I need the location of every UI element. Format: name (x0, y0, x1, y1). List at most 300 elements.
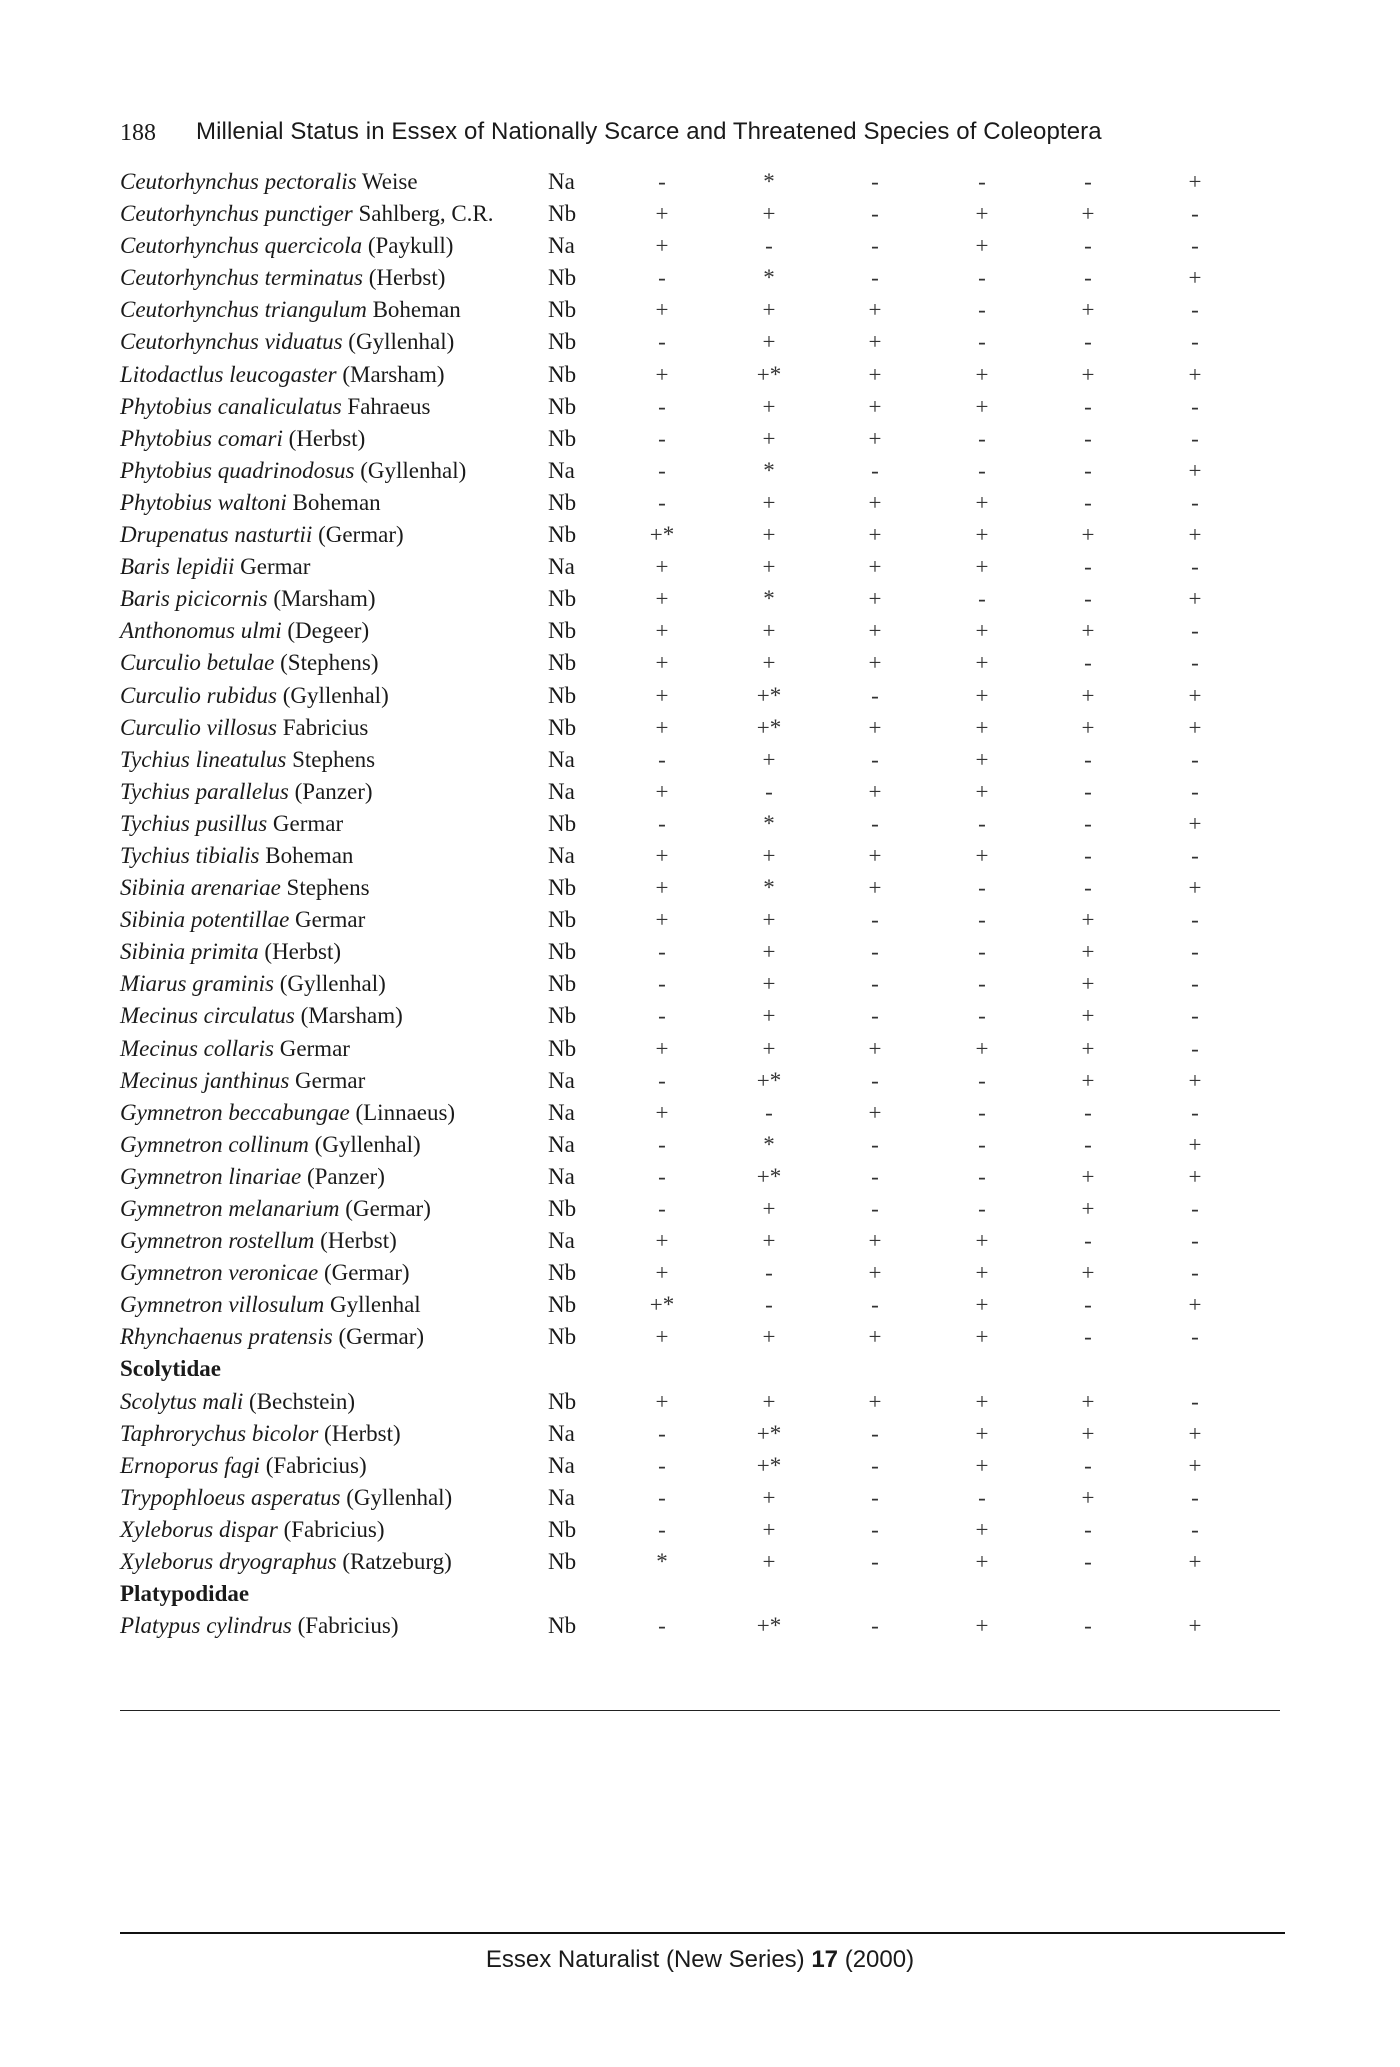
record-cell: - (1191, 201, 1199, 227)
species-name (120, 712, 368, 744)
status-code: Nb (548, 1260, 577, 1286)
record-cell: - (871, 1452, 879, 1478)
record-cell: +* (756, 1613, 782, 1639)
species-authority: Weise (356, 169, 418, 194)
record-cell: + (1081, 714, 1095, 740)
record-cell: + (868, 618, 882, 644)
record-cell: - (1191, 329, 1199, 355)
table-row (120, 1546, 1220, 1578)
species-name (120, 1161, 385, 1193)
status-code: Nb (548, 1035, 577, 1061)
record-cell: + (655, 586, 669, 612)
table-row (120, 1514, 1220, 1546)
record-cell: - (1084, 1613, 1092, 1639)
record-cell: + (1188, 1420, 1202, 1446)
species-binomial: Xyleborus dispar (120, 1516, 278, 1542)
record-cell: * (763, 586, 775, 612)
species-authority: (Fabricius) (259, 1452, 367, 1478)
record-cell: + (1188, 682, 1202, 708)
species-name (120, 1610, 399, 1642)
status-code: Nb (548, 971, 577, 997)
record-cell: - (658, 971, 666, 997)
status-code: Na (548, 746, 575, 772)
record-cell: + (762, 297, 776, 323)
record-cell: + (762, 650, 776, 676)
record-cell: + (1081, 907, 1095, 933)
record-cell: + (868, 554, 882, 580)
record-cell: - (871, 1484, 879, 1510)
species-authority: Germar (273, 1035, 350, 1061)
record-cell: - (871, 1292, 879, 1318)
record-cell: - (871, 1131, 879, 1157)
record-cell: - (658, 169, 666, 194)
record-cell: + (762, 1324, 776, 1350)
status-code: Na (548, 1228, 575, 1254)
species-name (120, 615, 369, 647)
table-row (120, 776, 1220, 808)
table-row (120, 1289, 1220, 1321)
record-cell: - (1084, 875, 1092, 901)
species-authority: (Marsham) (294, 1003, 403, 1029)
species-name (120, 359, 445, 391)
record-cell: + (1081, 1196, 1095, 1221)
record-cell: + (762, 939, 776, 965)
record-cell: + (975, 618, 989, 644)
species-name (120, 680, 389, 712)
record-cell: - (1191, 907, 1199, 933)
record-cell: - (978, 1484, 986, 1510)
record-cell: - (658, 1003, 666, 1029)
record-cell: * (763, 810, 775, 836)
species-binomial: Gymnetron beccabungae (120, 1099, 350, 1125)
record-cell: + (868, 522, 882, 548)
species-binomial: Tychius lineatulus (120, 746, 287, 772)
species-authority: (Panzer) (288, 778, 373, 804)
record-cell: + (868, 778, 882, 804)
record-cell: + (1081, 1420, 1095, 1446)
record-cell: - (658, 457, 666, 483)
record-cell: + (762, 618, 776, 644)
record-cell: + (975, 1035, 989, 1061)
record-cell: + (655, 1324, 669, 1350)
record-cell: + (975, 1324, 989, 1350)
record-cell: - (1084, 393, 1092, 419)
record-cell: + (975, 1228, 989, 1254)
record-cell: - (1191, 297, 1199, 323)
record-cell: + (1188, 586, 1202, 612)
species-authority: (Herbst) (362, 265, 446, 291)
species-authority: (Gyllenhal) (340, 1484, 453, 1510)
species-authority: (Gyllenhal) (354, 457, 467, 483)
record-cell: + (655, 618, 669, 644)
species-name (120, 1386, 355, 1418)
record-cell: - (1191, 1260, 1199, 1286)
table-row (120, 1257, 1220, 1289)
record-cell: + (868, 714, 882, 740)
record-cell: - (1084, 554, 1092, 580)
record-cell: - (1084, 1228, 1092, 1254)
record-cell: - (658, 1163, 666, 1189)
record-cell: - (1191, 554, 1199, 580)
species-authority: (Gyllenhal) (342, 329, 455, 355)
record-cell: + (975, 233, 989, 259)
record-cell: + (762, 746, 776, 772)
table-row (120, 326, 1220, 358)
record-cell: + (762, 1003, 776, 1029)
record-cell: - (765, 778, 773, 804)
record-cell: + (762, 329, 776, 355)
record-cell: - (765, 233, 773, 259)
species-binomial: Phytobius comari (120, 425, 283, 451)
record-cell: - (1084, 1516, 1092, 1542)
record-cell: + (975, 1388, 989, 1414)
species-name (120, 1225, 397, 1257)
record-cell: + (1188, 1131, 1202, 1157)
record-cell: - (1191, 778, 1199, 804)
record-cell: + (975, 554, 989, 580)
species-name (120, 840, 353, 872)
record-cell: + (655, 1035, 669, 1061)
species-authority: (Linnaeus) (349, 1099, 456, 1125)
table-row (120, 551, 1220, 583)
table-row (120, 840, 1220, 872)
status-code: Nb (548, 907, 577, 933)
species-name (120, 1000, 403, 1032)
species-authority: (Germar) (318, 1260, 410, 1286)
record-cell: - (658, 810, 666, 836)
status-code: Na (548, 1067, 575, 1093)
species-authority: (Stephens) (274, 650, 379, 676)
table-row (120, 808, 1220, 840)
species-binomial: Baris lepidii (120, 554, 235, 580)
species-binomial: Platypus cylindrus (120, 1613, 292, 1639)
record-cell: - (871, 1420, 879, 1446)
species-authority: (Marsham) (267, 586, 376, 612)
species-binomial: Phytobius canaliculatus (120, 393, 342, 419)
species-authority: (Germar) (339, 1196, 431, 1221)
status-code: Nb (548, 586, 577, 612)
species-binomial: Gymnetron collinum (120, 1131, 309, 1157)
record-cell: - (1084, 1099, 1092, 1125)
species-binomial: Mecinus circulatus (120, 1003, 295, 1029)
record-cell: + (975, 393, 989, 419)
table-row (120, 455, 1220, 487)
record-cell: + (868, 1099, 882, 1125)
table-row (120, 680, 1220, 712)
record-cell: * (763, 457, 775, 483)
table-row (120, 583, 1220, 615)
record-cell: + (1188, 875, 1202, 901)
record-cell: + (655, 1260, 669, 1286)
table-row (120, 198, 1220, 230)
record-cell: + (1081, 1484, 1095, 1510)
record-cell: + (1081, 361, 1095, 387)
species-name (120, 1321, 424, 1353)
record-cell: - (1084, 1324, 1092, 1350)
record-cell: + (1188, 810, 1202, 836)
record-cell: - (978, 875, 986, 901)
running-head (120, 118, 1210, 154)
species-name (120, 294, 461, 326)
table-row (120, 391, 1220, 423)
table-row (120, 968, 1220, 1000)
record-cell: - (658, 1452, 666, 1478)
status-code: Nb (548, 810, 577, 836)
species-binomial: Scolytus mali (120, 1388, 244, 1414)
species-binomial: Rhynchaenus pratensis (120, 1324, 333, 1350)
running-title: Millenial Status in Essex of Nationally Scarce and Threatened Species of Coleoptera (196, 118, 1102, 145)
record-cell: - (658, 265, 666, 291)
table-row (120, 294, 1220, 326)
species-name (120, 1482, 452, 1514)
species-binomial: Mecinus janthinus (120, 1067, 290, 1093)
record-cell: - (978, 1003, 986, 1029)
species-authority: (Gyllenhal) (276, 682, 389, 708)
table-row (120, 423, 1220, 455)
record-cell: + (762, 1549, 776, 1575)
species-name (120, 455, 466, 487)
footer (0, 1946, 1400, 1974)
status-code: Nb (548, 714, 577, 740)
record-cell: + (868, 425, 882, 451)
species-table (120, 166, 1220, 1642)
species-name (120, 936, 341, 968)
species-authority: (Panzer) (301, 1163, 385, 1189)
record-cell: + (1081, 618, 1095, 644)
record-cell: + (1188, 522, 1202, 548)
record-cell: - (978, 265, 986, 291)
species-authority: (Degeer) (281, 618, 370, 644)
record-cell: + (762, 1035, 776, 1061)
record-cell: - (978, 169, 986, 194)
record-cell: +* (756, 1420, 782, 1446)
record-cell: - (658, 939, 666, 965)
species-binomial: Ceutorhynchus triangulum (120, 297, 367, 323)
record-cell: - (658, 1067, 666, 1093)
record-cell: + (868, 875, 882, 901)
table-row (120, 1610, 1220, 1642)
record-cell: - (1191, 1228, 1199, 1254)
record-cell: + (655, 233, 669, 259)
table-row (120, 1097, 1220, 1129)
species-binomial: Ceutorhynchus viduatus (120, 329, 343, 355)
table-row (120, 359, 1220, 391)
species-binomial: Tychius tibialis (120, 842, 260, 868)
table-row (120, 1161, 1220, 1193)
table-row (120, 872, 1220, 904)
record-cell: + (762, 1388, 776, 1414)
table-row (120, 1000, 1220, 1032)
record-cell: + (1081, 201, 1095, 227)
record-cell: + (762, 554, 776, 580)
record-cell: + (655, 842, 669, 868)
status-code: Nb (548, 425, 577, 451)
record-cell: - (658, 746, 666, 772)
species-authority: (Gyllenhal) (274, 971, 386, 997)
record-cell: + (975, 714, 989, 740)
table-row (120, 1129, 1220, 1161)
record-cell: + (1188, 265, 1202, 291)
species-binomial: Baris picicornis (120, 586, 268, 612)
status-code: Nb (548, 265, 577, 291)
species-name (120, 1097, 455, 1129)
record-cell: - (978, 939, 986, 965)
table-row (120, 487, 1220, 519)
record-cell: - (871, 233, 879, 259)
record-cell: - (871, 1549, 879, 1575)
species-authority: (Fabricius) (291, 1613, 399, 1639)
record-cell: - (871, 1516, 879, 1542)
record-cell: + (1081, 682, 1095, 708)
record-cell: - (1084, 169, 1092, 194)
species-binomial: Xyleborus dryographus (120, 1549, 337, 1575)
species-name (120, 1193, 431, 1225)
table-row (120, 519, 1220, 551)
record-cell: - (871, 810, 879, 836)
species-name (120, 968, 386, 1000)
record-cell: + (762, 907, 776, 933)
record-cell: + (975, 1452, 989, 1478)
record-cell: - (1191, 618, 1199, 644)
record-cell: + (975, 778, 989, 804)
status-code: Nb (548, 1388, 577, 1414)
record-cell: - (658, 1131, 666, 1157)
species-name (120, 230, 453, 262)
species-binomial: Sibinia potentillae (120, 907, 290, 933)
record-cell: - (658, 1484, 666, 1510)
species-authority: Sahlberg, C.R. (352, 201, 494, 227)
record-cell: - (1084, 329, 1092, 355)
record-cell: + (762, 425, 776, 451)
status-code: Nb (548, 201, 577, 227)
status-code: Nb (548, 1549, 577, 1575)
record-cell: - (1191, 1516, 1199, 1542)
record-cell: + (868, 1035, 882, 1061)
record-cell: - (1191, 1003, 1199, 1029)
species-name (120, 1546, 452, 1578)
record-cell: * (763, 169, 775, 194)
family-heading: Platypodidae (120, 1581, 250, 1607)
record-cell: - (1191, 489, 1199, 515)
species-name (120, 1257, 410, 1289)
record-cell: - (1191, 1324, 1199, 1350)
status-code: Nb (548, 939, 577, 965)
status-code: Na (548, 1484, 575, 1510)
species-authority: Boheman (259, 842, 354, 868)
species-name (120, 166, 418, 198)
record-cell: - (978, 1163, 986, 1189)
record-cell: - (1191, 842, 1199, 868)
table-row (120, 647, 1220, 679)
status-code: Na (548, 1099, 575, 1125)
table-row (120, 1321, 1220, 1353)
record-cell: + (655, 1099, 669, 1125)
record-cell: +* (649, 1292, 675, 1318)
species-authority: (Herbst) (314, 1228, 397, 1254)
status-code: Na (548, 842, 575, 868)
record-cell: - (1191, 425, 1199, 451)
species-binomial: Gymnetron linariae (120, 1163, 302, 1189)
species-name (120, 1065, 365, 1097)
record-cell: - (978, 586, 986, 612)
species-binomial: Ceutorhynchus quercicola (120, 233, 363, 259)
table-row (120, 615, 1220, 647)
species-name (120, 326, 454, 358)
record-cell: +* (756, 1067, 782, 1093)
record-cell: - (1084, 265, 1092, 291)
page-number: 188 (120, 120, 156, 146)
record-cell: - (978, 457, 986, 483)
record-cell: + (868, 297, 882, 323)
status-code: Na (548, 1131, 575, 1157)
record-cell: + (1081, 1003, 1095, 1029)
table-end-rule (120, 1710, 1280, 1711)
species-authority: Stephens (286, 746, 376, 772)
status-code: Nb (548, 875, 577, 901)
record-cell: - (978, 329, 986, 355)
record-cell: - (871, 1163, 879, 1189)
table-row (120, 1193, 1220, 1225)
record-cell: +* (756, 714, 782, 740)
status-code: Na (548, 233, 575, 259)
record-cell: - (1191, 971, 1199, 997)
species-binomial: Miarus graminis (120, 971, 274, 997)
record-cell: - (658, 1196, 666, 1221)
species-name (120, 487, 381, 519)
table-row (120, 1418, 1220, 1450)
record-cell: - (1084, 650, 1092, 676)
record-cell: + (975, 842, 989, 868)
status-code: Nb (548, 489, 577, 515)
record-cell: + (1081, 1260, 1095, 1286)
status-code: Na (548, 554, 575, 580)
footer-volume: 17 (811, 1946, 839, 1973)
record-cell: + (655, 554, 669, 580)
status-code: Nb (548, 1516, 577, 1542)
species-binomial: Gymnetron rostellum (120, 1228, 315, 1254)
species-binomial: Sibinia arenariae (120, 875, 281, 901)
record-cell: - (1191, 1196, 1199, 1221)
species-authority: Boheman (366, 297, 461, 323)
record-cell: + (975, 1260, 989, 1286)
record-cell: - (1084, 233, 1092, 259)
record-cell: + (762, 489, 776, 515)
record-cell: + (975, 682, 989, 708)
record-cell: - (765, 1292, 773, 1318)
record-cell: + (655, 875, 669, 901)
record-cell: - (765, 1099, 773, 1125)
status-code: Nb (548, 297, 577, 323)
record-cell: + (1188, 1163, 1202, 1189)
species-name (120, 1129, 421, 1161)
record-cell: - (871, 971, 879, 997)
record-cell: + (975, 489, 989, 515)
species-authority: Gyllenhal (324, 1292, 421, 1318)
record-cell: + (868, 586, 882, 612)
species-authority: (Paykull) (362, 233, 454, 259)
record-cell: - (978, 907, 986, 933)
species-binomial: Tychius pusillus (120, 810, 268, 836)
record-cell: - (1191, 1099, 1199, 1125)
footer-year: (2000) (838, 1946, 915, 1973)
record-cell: - (978, 425, 986, 451)
record-cell: + (868, 1228, 882, 1254)
record-cell: - (1084, 842, 1092, 868)
species-binomial: Ceutorhynchus pectoralis (120, 169, 357, 194)
species-name (120, 1289, 421, 1321)
table-row (120, 904, 1220, 936)
species-binomial: Sibinia primita (120, 939, 259, 965)
